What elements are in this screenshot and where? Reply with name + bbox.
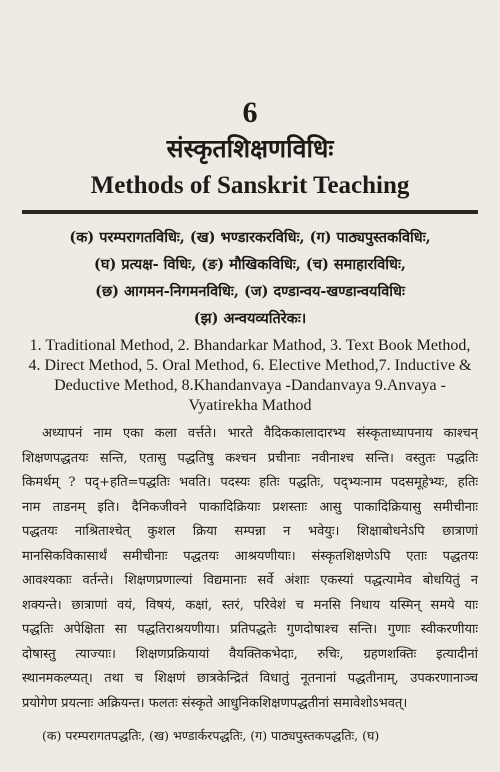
body-paragraph <box>22 422 478 716</box>
methods-list-hindi <box>22 224 478 332</box>
title-divider <box>22 210 478 214</box>
paragraph-line: आवश्यकाः वर्तन्ते। शिक्षणप्रणाल्यां विद्यमानाः सर्वे अंशाः एकस्यां पद्धत्यामेव बोधयितुं न <box>22 573 478 588</box>
chapter-number: 6 <box>242 96 258 129</box>
methods-hindi-line: (घ) प्रत्यक्ष- विधिः, (ङ) मौखिकविधिः, (च) समाहारविधिः, <box>94 256 406 273</box>
paragraph-line: पद्धतयः नाश्रिताश्चेत् कुशल क्रिया सम्पन्ना न भवेयुः। शिक्षाबोधनेऽपि छात्राणां <box>22 524 478 539</box>
paragraph-line: स्थानमकल्प्यत्। तथा च शिक्षणं छात्रकेन्द्रितं विधातुं नूतनानां पद्धतीनाम्, उपकरणानाञ्च <box>22 671 478 686</box>
methods-hindi-line: (क) परम्परागतविधिः, (ख) भण्डारकरविधिः, (ग) पाठ्यपुस्तकविधिः, <box>69 229 431 246</box>
paragraph-line: नाम ताडनम् इति। दैनिकजीवने पाकादिक्रियाः प्रशस्ताः आसु पाकादिक्रियासु समीचीनाः <box>22 499 478 515</box>
paragraph-line: किमर्थम् ? पद्+हति=पद्धतिः भवति। पदस्यः हतिः पद्धतिः, पद्भ्यःनाम पदसमूहेभ्यः, हतिः <box>22 475 478 490</box>
paragraph-line: अध्यापनं नाम एका कला वर्त्तते। भारते वैदिककालादारभ्य संस्कृताध्यापनाय काश्चन् <box>42 426 478 441</box>
paragraph-line: शिक्षणपद्धतयः सन्ति, एतासु पद्धतिषु कश्चन प्रचीनाः नवीनाश्च सन्ति। वस्तुतः पद्धतिः <box>22 450 478 466</box>
methods-english-line: 4. Direct Method, 5. Oral Method, 6. Elective Method,7. Inductive & <box>28 357 472 374</box>
continuing-methods-line: (क) परम्परागतपद्धतिः, (ख) भण्डार्करपद्धतिः, (ग) पाठ्यपुस्तकपद्धतिः, (घ) <box>42 728 380 743</box>
paragraph-line: दोषास्तु त्याज्याः। शिक्षणप्रक्रियायां वैयक्तिकभेदाः, रुचिः, ग्रहणशक्तिः इत्यादीनां <box>22 646 478 662</box>
paragraph-line: पद्धतिः अपेक्षिता सा पद्धतिराश्रयणीया। प्रतिपद्धतेः गुणदोषाश्च सन्ति। गुणाः स्वीकरणीयाः <box>22 622 478 637</box>
methods-english-line: 1. Traditional Method, 2. Bhandarkar Mathod, 3. Text Book Method, <box>29 337 471 354</box>
methods-english-line: Deductive Method, 8.Khandanvaya -Dandanvaya 9.Anvaya - <box>54 377 446 394</box>
methods-hindi-line: (छ) आगमन-निगमनविधिः, (ज) दण्डान्वय-खण्डान्वयविधिः <box>95 283 405 300</box>
paragraph-line: शक्यन्ते। छात्राणां वयं, विषयं, कक्षां, स्तरं, परिवेशं च मनसि निधाय यस्मिन् समये याः <box>22 597 478 613</box>
methods-list-english <box>22 336 478 416</box>
methods-hindi-line: (झ) अन्वयव्यतिरेकः। <box>193 310 307 327</box>
chapter-title-hindi: संस्कृतशिक्षणविधिः <box>166 134 334 163</box>
methods-english-line: Vyatirekha Mathod <box>188 397 312 414</box>
paragraph-line: प्रयोगेण प्रयत्नाः अक्रियन्त। फलतः संस्कृते आधुनिकशिक्षणपद्धतीनां समावेशोऽभवत्। <box>22 695 408 711</box>
paragraph-line: मानसिकविकासार्थं समीचीनाः पद्धतयः आश्रयणीयाः। संस्कृतशिक्षणेऽपि एताः पद्धतयः <box>22 548 478 564</box>
chapter-title-english: Methods of Sanskrit Teaching <box>90 172 410 199</box>
